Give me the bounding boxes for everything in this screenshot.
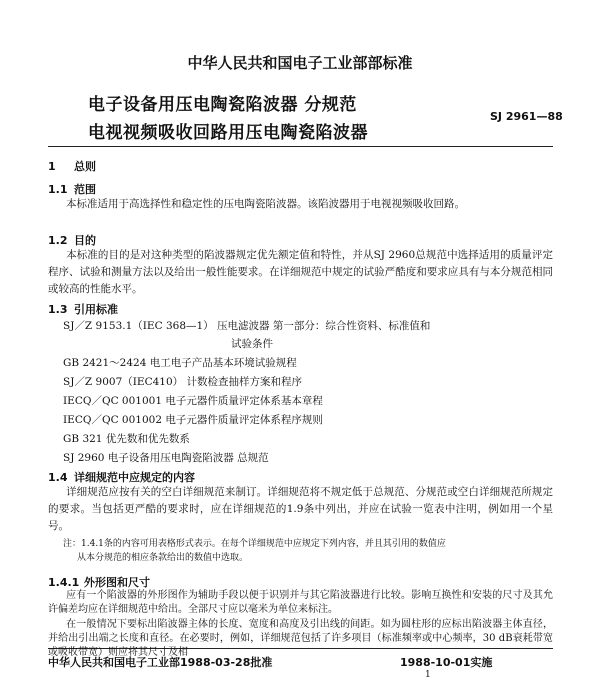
section-1-3-heading xyxy=(48,301,118,317)
reference-item: SJ／Z 9007（IEC410） 计数检查抽样方案和程序 xyxy=(63,376,302,388)
reference-item: GB 321 优先数和优先数系 xyxy=(63,433,190,445)
section-1-2-heading xyxy=(48,232,96,248)
section-number: 1.4.1 xyxy=(48,576,80,589)
approval-date: 中华人民共和国电子工业部1988-03-28批准 xyxy=(48,656,273,669)
section-1-4-text: 详细规范应按有关的空白详细规范来制订。详细规范将不规定低于总规范、分规范或空白详细规范所规定的要求。当包括更严酷的要求时，应在详细规范的1.9条中列出，并应在试验一览表中注明，例如用一个星号。 xyxy=(48,486,553,532)
page-number: 1 xyxy=(425,670,431,680)
section-1-heading xyxy=(48,158,96,174)
section-1-4-1-text-1: 应有一个陷波器的外形图作为辅助手段以便于识别并与其它陷波器进行比较。影响互换性和安装的尺寸及其允许偏差均应在详细规范中给出。全部尺寸应以毫米为单位来标注。 xyxy=(48,590,553,615)
section-title: 引用标准 xyxy=(74,303,118,316)
section-1-4-note xyxy=(63,537,553,565)
header-rule xyxy=(48,146,553,147)
section-1-1-heading xyxy=(48,181,96,197)
issuing-authority: 中华人民共和国电子工业部部标准 xyxy=(187,54,413,72)
section-1-4-heading xyxy=(48,469,195,485)
section-number: 1.4 xyxy=(48,471,68,484)
section-title: 详细规范中应规定的内容 xyxy=(74,471,195,484)
section-number: 1.3 xyxy=(48,303,68,316)
section-title: 总则 xyxy=(74,160,96,173)
title-line-2: 电视视频吸收回路用压电陶瓷陷波器 xyxy=(88,123,368,143)
section-number: 1.2 xyxy=(48,234,68,247)
reference-item: GB 2421～2424 电工电子产品基本环境试验规程 xyxy=(63,357,297,369)
section-1-1-text: 本标准适用于高选择性和稳定性的压电陶瓷陷波器。该陷波器用于电视视频吸收回路。 xyxy=(66,198,465,210)
section-title: 外形图和尺寸 xyxy=(84,576,150,589)
reference-item: IECQ／QC 001002 电子元器件质量评定体系程序规则 xyxy=(63,414,323,426)
section-title: 范围 xyxy=(74,183,96,196)
note-line: 注：1.4.1条的内容可用表格形式表示。在每个详细规范中应规定下列内容，并且其引用的数值应 xyxy=(63,539,446,549)
reference-item: SJ／Z 9153.1（IEC 368—1） 压电滤波器 第一部分：综合性资料、标准值和 xyxy=(63,320,431,332)
title-line-1: 电子设备用压电陶瓷陷波器 分规范 xyxy=(88,95,357,115)
reference-item: IECQ／QC 001001 电子元器件质量评定体系基本章程 xyxy=(63,395,323,407)
section-number: 1.1 xyxy=(48,183,68,196)
note-line: 从本分规范的相应条款给出的数值中选取。 xyxy=(77,553,249,563)
reference-item: SJ 2960 电子设备用压电陶瓷陷波器 总规范 xyxy=(63,452,269,464)
section-title: 目的 xyxy=(74,234,96,247)
section-1-4-1-heading xyxy=(48,574,150,590)
section-number: 1 xyxy=(48,160,56,173)
section-1-2-text: 本标准的目的是对这种类型的陷波器规定优先额定值和特性，并从SJ 2960总规范中选择适用的质量评定程序、试验和测量方法以及给出一般性能要求。在详细规范中规定的试验严酷度和要求应具有与本分规范相同或较高的性能水平。 xyxy=(48,249,553,295)
standard-number: SJ 2961—88 xyxy=(490,110,563,123)
section-1-4-1-text-2: 在一般情况下要标出陷波器主体的长度、宽度和高度及引出线的间距。如为圆柱形的应标出陷波器主体直径，并给出引出端之长度和直径。在必要时，例如，详细规范包括了许多项目（标准频率或中心频率，30 dB衰耗带宽或吸收带宽）则应将其尺寸及相 xyxy=(48,619,553,658)
reference-item-continuation: 试验条件 xyxy=(231,338,273,350)
implementation-date: 1988-10-01实施 xyxy=(400,656,493,669)
